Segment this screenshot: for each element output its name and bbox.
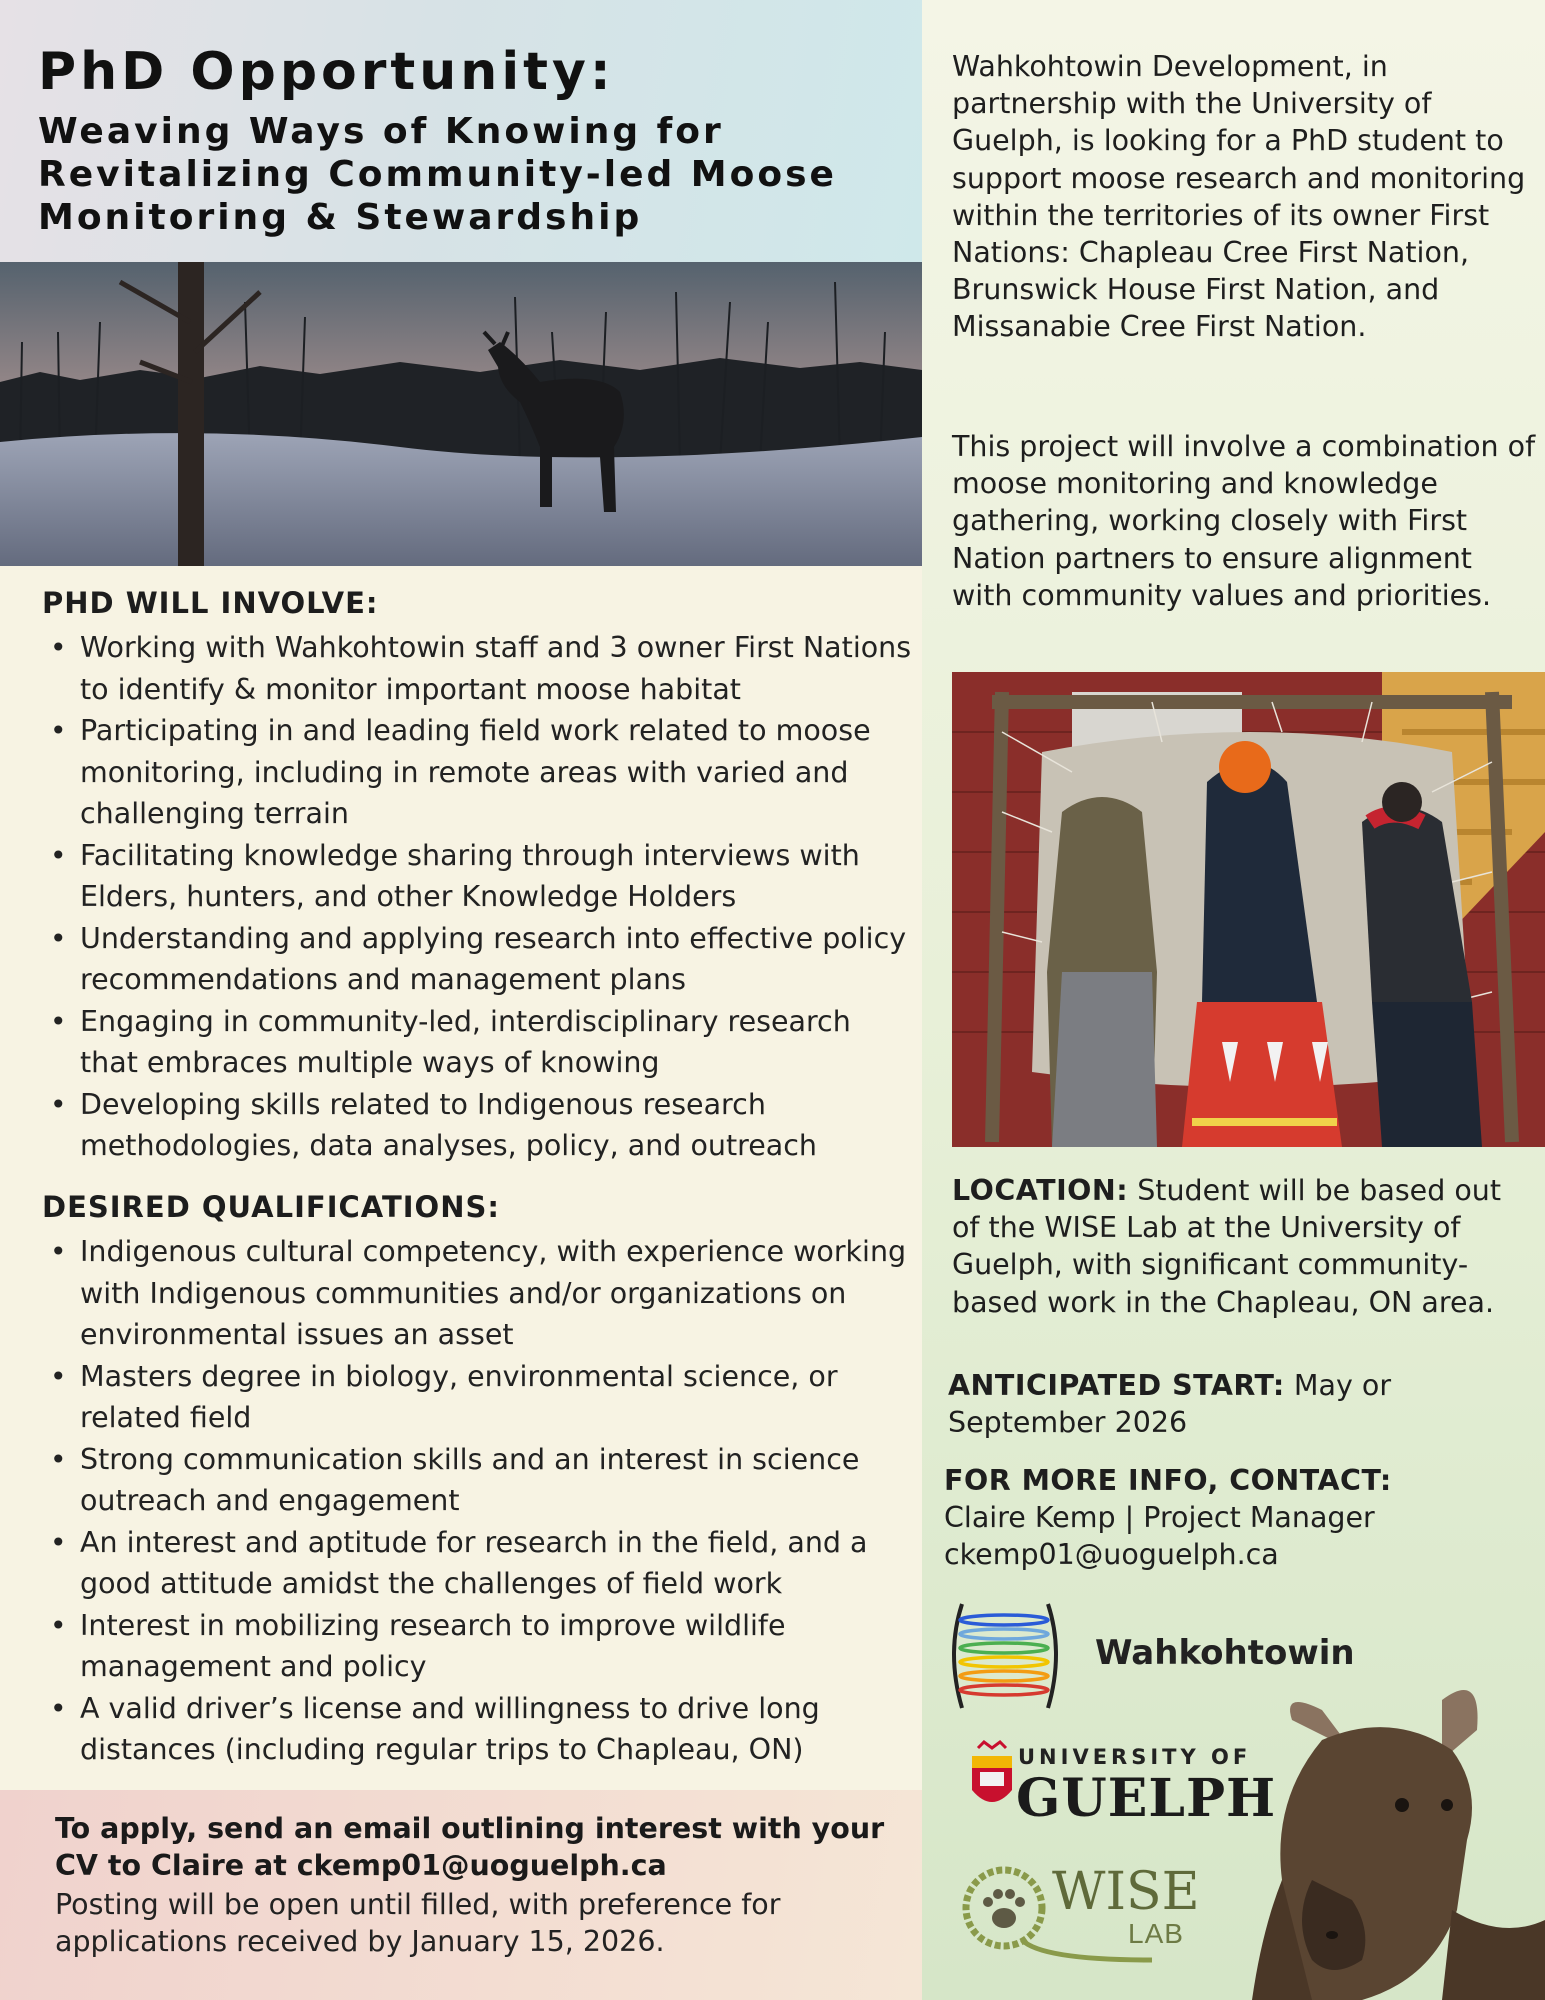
list-item: • An interest and aptitude for research in the field, and a good attitude amidst the challenges of field work: [44, 1522, 916, 1605]
hide-tanning-photo: [952, 672, 1545, 1147]
guelph-name: GUELPH: [1016, 1768, 1277, 1829]
guelph-university-of: UNIVERSITY OF: [1018, 1745, 1252, 1769]
start-label: ANTICIPATED START:: [948, 1369, 1285, 1402]
list-item: • Facilitating knowledge sharing through interviews with Elders, hunters, and other Knowledge Holders: [44, 835, 916, 918]
qualifications-list: [44, 1231, 916, 1771]
project-paragraph: This project will involve a combination of moose monitoring and knowledge gathering, working closely with First Nation partners to ensure alignment with community values and priorities.: [952, 430, 1536, 612]
list-item: • Indigenous cultural competency, with experience working with Indigenous communities and/or organizations on environmental issues an asset: [44, 1231, 916, 1356]
contact-name: Claire Kemp | Project Manager: [944, 1501, 1375, 1535]
apply-instructions: To apply, send an email outlining interest with your CV to Claire at ckemp01@uoguelph.ca: [55, 1812, 885, 1882]
list-item: • Working with Wahkohtowin staff and 3 owner First Nations to identify & monitor important moose habitat: [44, 627, 916, 710]
qualifications-heading: DESIRED QUALIFICATIONS:: [42, 1190, 500, 1224]
wise-name: WISE: [1052, 1862, 1200, 1922]
list-item: • Masters degree in biology, environmental science, or related field: [44, 1356, 916, 1439]
moose-winter-photo: [0, 262, 922, 566]
start-block: [948, 1367, 1533, 1441]
contact-block: [944, 1462, 1529, 1574]
apply-deadline-note: Posting will be open until filled, with preference for applications received by January 15, 2026.: [55, 1888, 781, 1958]
moose-head-illustration: [1252, 1680, 1545, 2000]
list-item: • Strong communication skills and an interest in science outreach and engagement: [44, 1439, 916, 1522]
location-block: [952, 1172, 1537, 1321]
list-item: • Engaging in community-led, interdisciplinary research that embraces multiple ways of knowing: [44, 1001, 916, 1084]
apply-banner: [0, 1790, 922, 2000]
involve-heading: PHD WILL INVOLVE:: [42, 586, 379, 620]
list-item: • Interest in mobilizing research to improve wildlife management and policy: [44, 1605, 916, 1688]
contact-email[interactable]: ckemp01@uoguelph.ca: [944, 1538, 1279, 1572]
page-title: PhD Opportunity:: [38, 42, 615, 102]
wahkohtowin-name: Wahkohtowin: [1095, 1633, 1355, 1673]
start-text: May or September 2026: [948, 1369, 1392, 1440]
wise-lab-name: LAB: [1128, 1918, 1184, 1949]
intro-paragraph: Wahkohtowin Development, in partnership with the University of Guelph, is looking for a PhD student to support moose research and monitoring within the territories of its owner First Nations: Chapleau Cree First Nation, Brunswick House First Nation, and Missanabie Cree First Nation.: [952, 50, 1526, 344]
header-banner: [0, 0, 922, 262]
list-item: • Participating in and leading field work related to moose monitoring, including in remote areas with varied and challenging terrain: [44, 710, 916, 835]
page-subtitle: Weaving Ways of Knowing for Revitalizing Community-led Moose Monitoring & Stewardship: [38, 111, 837, 239]
contact-label: FOR MORE INFO, CONTACT:: [944, 1464, 1392, 1497]
location-text: Student will be based out of the WISE Lab at the University of Guelph, with significant community-based work in the Chapleau, ON area.: [952, 1174, 1502, 1319]
involve-list: [44, 627, 916, 1167]
list-item: • A valid driver’s license and willingness to drive long distances (including regular trips to Chapleau, ON): [44, 1688, 916, 1771]
location-label: LOCATION:: [952, 1174, 1129, 1207]
list-item: • Developing skills related to Indigenous research methodologies, data analyses, policy, and outreach: [44, 1084, 916, 1167]
list-item: • Understanding and applying research into effective policy recommendations and management plans: [44, 918, 916, 1001]
right-column: [922, 0, 1545, 2000]
